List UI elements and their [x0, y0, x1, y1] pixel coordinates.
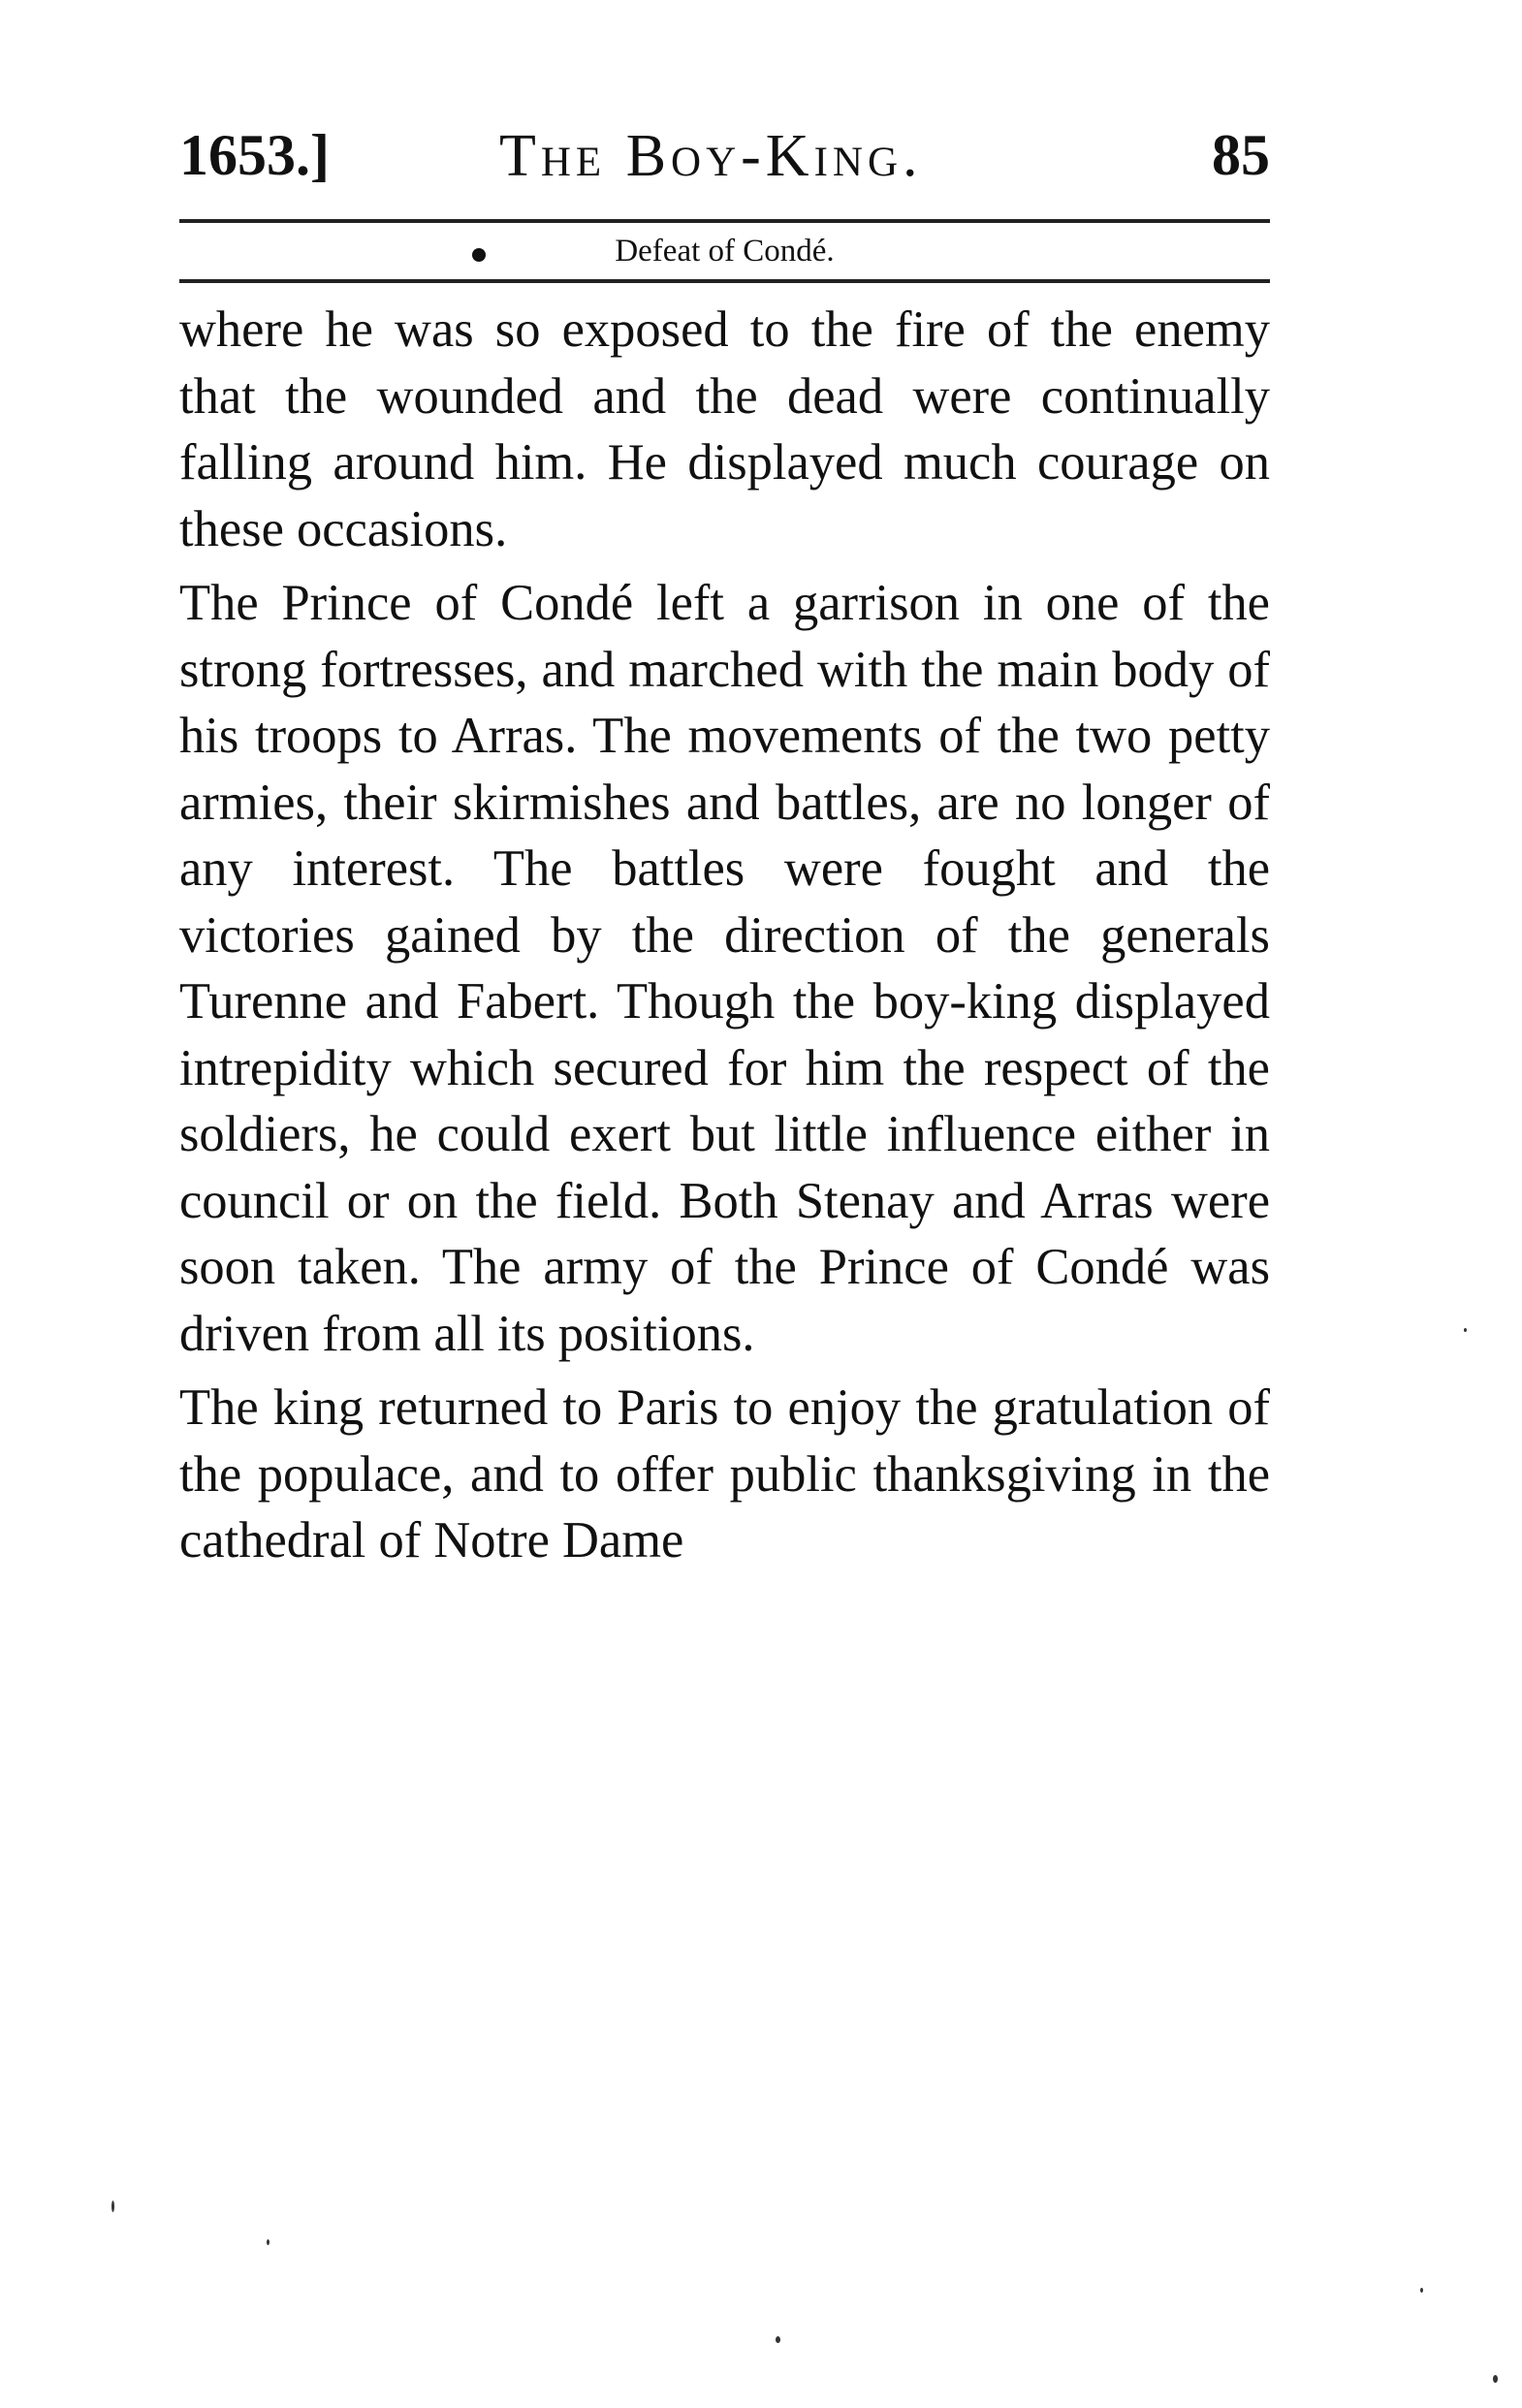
- running-head-title: The Boy-King.: [499, 123, 923, 189]
- section-subheading: [179, 223, 1270, 279]
- running-head-year: 1653.]: [179, 123, 330, 187]
- subheading-text: Defeat of Condé.: [615, 234, 835, 269]
- bullet-mark: [472, 248, 486, 262]
- print-speck: [111, 2201, 114, 2212]
- running-head: [179, 116, 1270, 213]
- book-page: [179, 116, 1270, 1574]
- header-rule-bottom: [179, 279, 1270, 283]
- print-speck: [1493, 2375, 1498, 2383]
- paragraph-1: where he was so exposed to the fire of the enemy that the wounded and the dead were continually falling around him. He displayed much courage on these occasions.: [179, 301, 1270, 557]
- print-speck: [267, 2239, 270, 2245]
- print-speck: [1464, 1328, 1467, 1332]
- body-text: [179, 297, 1270, 1574]
- print-speck: [1420, 2288, 1423, 2293]
- paragraph-3: The king returned to Paris to enjoy the gratulation of the populace, and to offer public thanksgiving in the cathedral of Notre Dame: [179, 1379, 1270, 1568]
- paragraph-2: The Prince of Condé left a garrison in one of the strong fortresses, and marched with the main body of his troops to Arras. The movements of the two petty armies, their skirmishes and battles, are no longer of any interest. The battles were fought and the victories gained by the direction of the generals Turenne and Fabert. Though the boy-king displayed intrepidity which secured for him the respect of the soldiers, he could exert but little influence either in council or on the field. Both Stenay and Arras were soon taken. The army of the Prince of Condé was driven from all its positions.: [179, 575, 1270, 1362]
- print-speck: [776, 2336, 780, 2343]
- page-number: 85: [1212, 123, 1270, 187]
